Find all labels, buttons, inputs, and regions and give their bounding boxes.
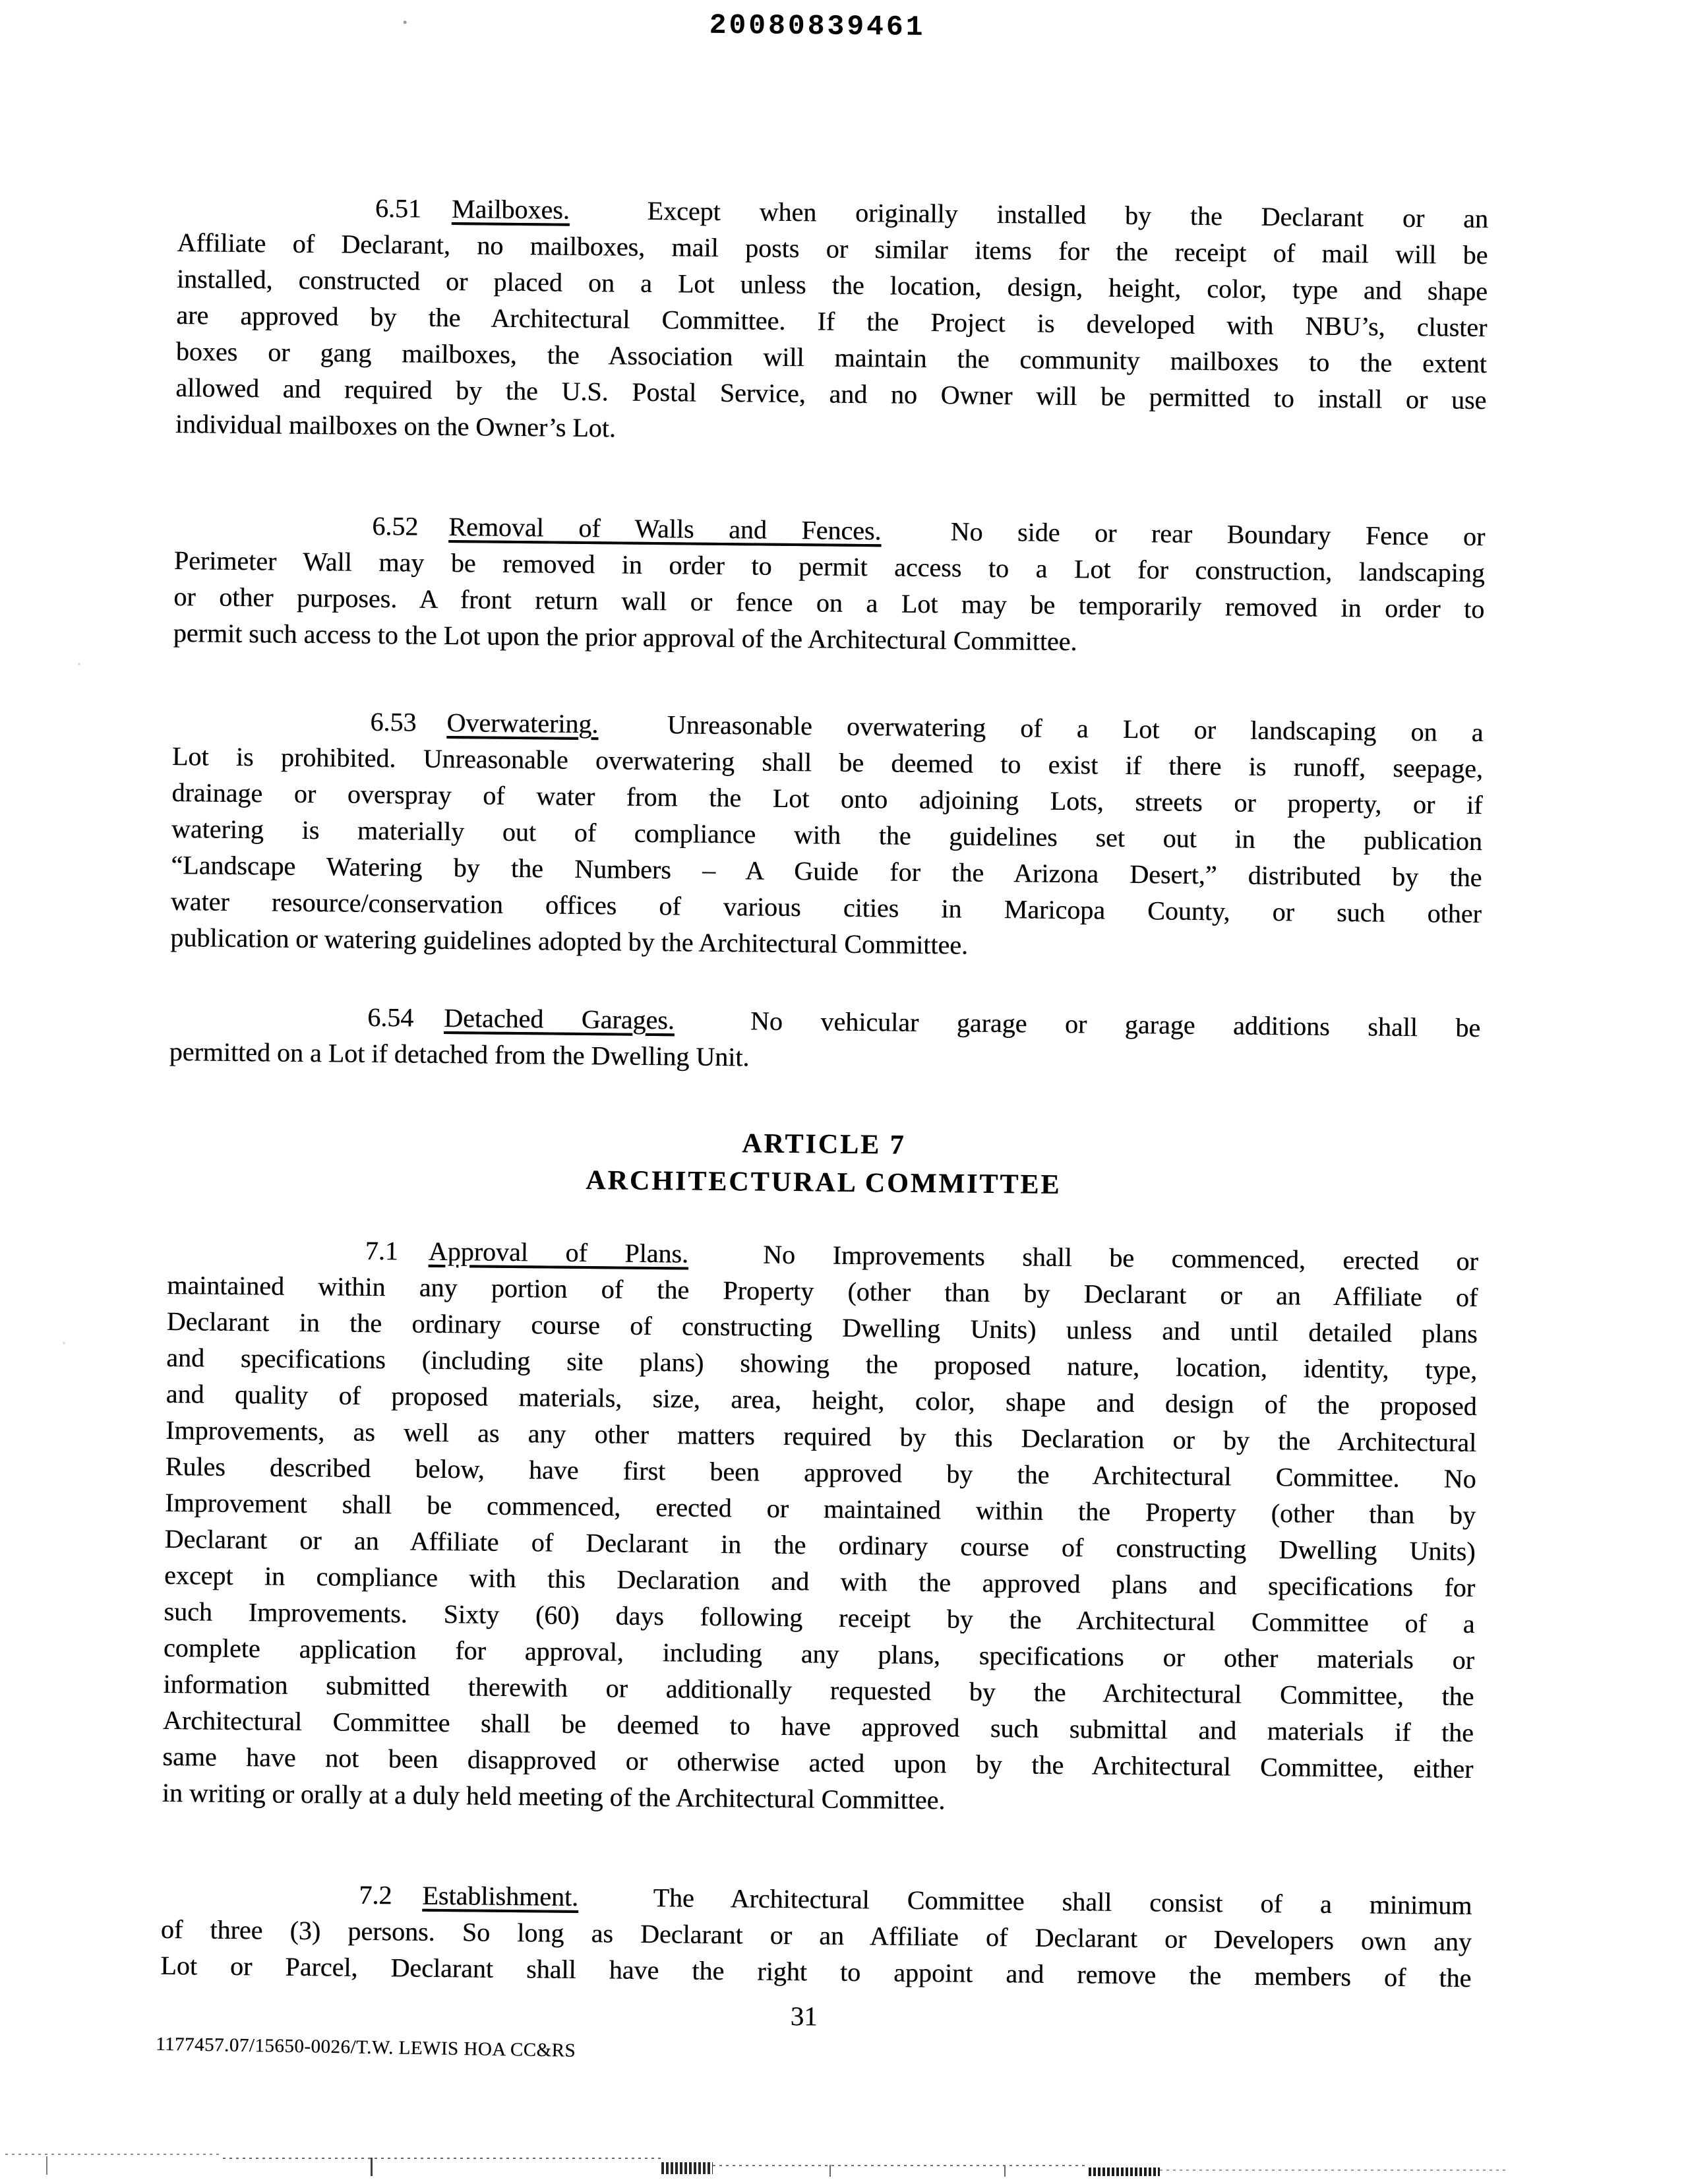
section-6-54 xyxy=(169,997,1480,1082)
section-heading: Approval of Plans. xyxy=(428,1236,689,1269)
section-heading: Removal of Walls and Fences. xyxy=(448,511,882,546)
recording-number: 20080839461 xyxy=(709,9,926,44)
text-line: Architectural Committee shall be deemed to have approved such submittal and materials if the xyxy=(162,1705,1474,1747)
text-line: Perimeter Wall may be removed in order to permit access to a Lot for construction, landscaping xyxy=(173,545,1485,588)
text-line: installed, constructed or placed on a Lot unless the location, design, height, color, type and shape xyxy=(176,264,1488,307)
section-text: Unreasonable overwatering of a Lot or landscaping on a xyxy=(667,710,1484,748)
section-7-1 xyxy=(162,1230,1478,1823)
section-number: 7.2 xyxy=(359,1879,392,1910)
section-text: The Architectural Committee shall consist of a minimum xyxy=(653,1883,1472,1920)
text-line: Improvement shall be commenced, erected or maintained within the Property (other than by xyxy=(164,1487,1476,1531)
text-line: “Landscape Watering by the Numbers – A Guide for the Arizona Desert,” distributed by the xyxy=(171,849,1482,893)
text-line: permit such access to the Lot upon the prior approval of the Architectural Committee. xyxy=(173,617,1077,657)
text-line: Lot is prohibited. Unreasonable overwatering shall be deemed to exist if there is runoff, seepage, xyxy=(171,741,1484,784)
section-heading: Detached Garages. xyxy=(443,1002,675,1035)
text-line: Lot or Parcel, Declarant shall have the right to appoint and remove the members of the xyxy=(160,1950,1472,1993)
text-line: Improvements, as well as any other matters required by this Declaration or by the Architectural xyxy=(165,1414,1477,1458)
article-heading xyxy=(168,1119,1480,1208)
text-line: water resource/conservation offices of various cities in Maricopa County, or such other xyxy=(170,886,1482,929)
footer-reference: 1177457.07/15650-0026/T.W. LEWIS HOA CC&RS xyxy=(155,2033,576,2061)
section-number: 6.52 xyxy=(372,510,419,541)
text-line: Declarant or an Affiliate of Declarant in the ordinary course of constructing Dwelling Units) xyxy=(164,1523,1476,1567)
text-line: permitted on a Lot if detached from the Dwelling Unit. xyxy=(169,1036,750,1072)
page-number: 31 xyxy=(790,2001,818,2032)
text-line: boxes or gang mailboxes, the Association will maintain the community mailboxes to the extent xyxy=(175,336,1488,379)
section-heading: Mailboxes. xyxy=(451,194,570,225)
text-line: in writing or orally at a duly held meeting of the Architectural Committee. xyxy=(162,1777,946,1815)
text-line: such Improvements. Sixty (60) days following receipt by the Architectural Committee of a xyxy=(164,1596,1475,1639)
text-line: or other purposes. A front return wall or fence on a Lot may be temporarily removed in order to xyxy=(173,581,1485,624)
section-number: 6.54 xyxy=(367,1002,414,1033)
text-line: Rules described below, have first been approved by the Architectural Committee. No xyxy=(165,1451,1476,1494)
section-text: Except when originally installed by the Declarant or an xyxy=(647,195,1489,234)
section-number: 6.53 xyxy=(370,706,417,737)
text-line: of three (3) persons. So long as Declarant or an Affiliate of Declarant or Developers own any xyxy=(160,1914,1472,1957)
text-line: publication or watering guidelines adopted by the Architectural Committee. xyxy=(170,922,969,960)
text-line: complete application for approval, including any plans, specifications or other materials or xyxy=(163,1632,1475,1676)
text-line: drainage or overspray of water from the Lot onto adjoining Lots, streets or property, or if xyxy=(171,777,1483,820)
section-6-53 xyxy=(170,702,1484,968)
text-line: Affiliate of Declarant, no mailboxes, mail posts or similar items for the receipt of mail will be xyxy=(177,228,1488,270)
text-line: and quality of proposed materials, size, area, height, color, shape and design of the proposed xyxy=(166,1378,1477,1422)
section-text: No vehicular garage or garage additions shall be xyxy=(750,1006,1481,1043)
text-line: are approved by the Architectural Committee. If the Project is developed with NBU’s, cluster xyxy=(176,300,1488,343)
section-number: 6.51 xyxy=(375,193,422,224)
text-line: information submitted therewith or additionally requested by the Architectural Committee, the xyxy=(163,1668,1474,1711)
text-line: same have not been disapproved or otherwise acted upon by the Architectural Committee, either xyxy=(162,1741,1474,1784)
text-line: and specifications (including site plans) showing the proposed nature, location, identity, type, xyxy=(166,1342,1478,1385)
article-number: ARTICLE 7 xyxy=(741,1128,906,1161)
section-6-51 xyxy=(175,188,1489,454)
section-text: No side or rear Boundary Fence or xyxy=(950,516,1486,552)
article-title: ARCHITECTURAL COMMITTEE xyxy=(585,1165,1062,1200)
section-heading: Establishment. xyxy=(422,1880,579,1912)
section-text: No Improvements shall be commenced, erected or xyxy=(762,1239,1478,1277)
section-number: 7.1 xyxy=(365,1235,399,1266)
text-line: individual mailboxes on the Owner’s Lot. xyxy=(175,409,617,443)
text-line: except in compliance with this Declaration and with the approved plans and specifications for xyxy=(164,1560,1476,1603)
text-line: watering is materially out of compliance with the guidelines set out in the publication xyxy=(171,813,1483,857)
section-6-52 xyxy=(173,506,1486,663)
scan-speck xyxy=(404,20,407,24)
section-heading: Overwatering. xyxy=(446,707,599,739)
text-line: allowed and required by the U.S. Postal Service, and no Owner will be permitted to install or use xyxy=(175,373,1487,415)
document-body xyxy=(160,188,1488,1996)
text-line: maintained within any portion of the Property (other than by Declarant or an Affiliate of xyxy=(167,1269,1478,1313)
section-7-2 xyxy=(160,1875,1472,1996)
text-line: Declarant in the ordinary course of constructing Dwelling Units) unless and until detailed plans xyxy=(166,1306,1478,1349)
